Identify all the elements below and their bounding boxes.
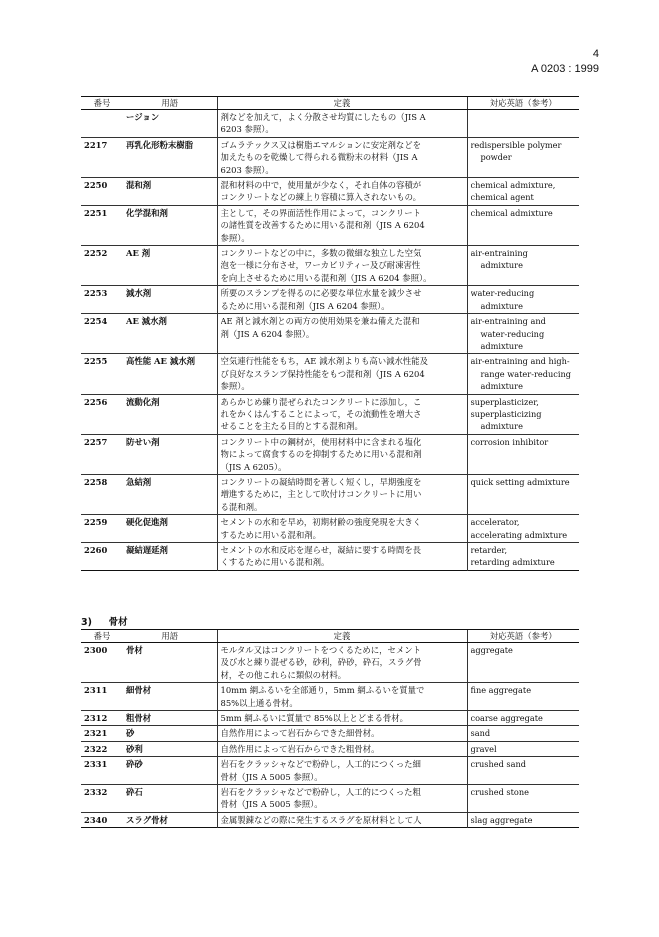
definition-line: 空気連行性能をもち，AE 減水剤よりも高い減水性能及 <box>220 356 428 367</box>
english-line: sand <box>470 728 491 739</box>
term-name: 防せい剤 <box>126 436 160 447</box>
definition-line: セメントの水和を早め，初期材齢の強度発現を大きく <box>220 517 422 528</box>
english-line: air-entraining and high- <box>470 356 570 367</box>
definition-line: せることを主たる目的とする混和剤。 <box>220 421 363 432</box>
definition-line: 及び水と練り混ぜる砂，砂利，砕砂，砕石，スラグ骨 <box>220 657 422 668</box>
term-number: 2254 <box>84 316 108 327</box>
column-header-number: 番号 <box>81 630 123 643</box>
english-line: range water-reducing <box>480 368 571 379</box>
term-number: 2321 <box>84 728 108 739</box>
section-title: 骨材 <box>108 617 128 628</box>
definition-line: の諸性質を改善するために用いる混和剤（JIS A 6204 <box>220 220 425 231</box>
english-line: corrosion inhibitor <box>470 436 549 447</box>
term-number: 2217 <box>84 139 108 150</box>
table-row <box>81 683 579 711</box>
definition-line: AE 剤と減水剤との両方の使用効果を兼ね備えた混和 <box>220 316 420 327</box>
term-name: 再乳化形粉末樹脂 <box>126 139 193 150</box>
table-row <box>81 785 579 813</box>
term-name: 骨材 <box>126 645 143 655</box>
english-line: chemical agent <box>470 192 534 203</box>
definition-line: る混和剤。 <box>220 501 263 512</box>
definition-line: 剤（JIS A 6204 参照）。 <box>220 328 315 339</box>
term-number <box>81 110 123 138</box>
term-name: 細骨材 <box>126 685 152 696</box>
english-equivalent <box>467 711 579 726</box>
column-header-english: 対応英語（参考） <box>467 630 579 643</box>
term-number: 2251 <box>84 207 108 218</box>
english-line: slag aggregate <box>470 814 533 825</box>
table-row <box>81 434 579 474</box>
definition-line: れをかくはんすることによって，その流動性を増大さ <box>220 408 422 419</box>
definition-line: 骨材（JIS A 5005 参照）。 <box>220 771 323 782</box>
term-number: 2260 <box>84 545 108 555</box>
definition-line: 材，その他これらに類似の材料。 <box>220 669 347 680</box>
term-definition <box>217 741 467 756</box>
term-definition <box>217 474 467 514</box>
english-equivalent <box>467 757 579 785</box>
english-equivalent <box>467 137 579 177</box>
table-row <box>81 711 579 726</box>
table-row <box>81 543 579 571</box>
term-number: 2256 <box>84 396 108 407</box>
definition-line: 泡を一様に分布させ，ワーカビリティー及び耐凍害性 <box>220 260 421 271</box>
english-line: chemical admixture <box>470 207 553 218</box>
english-line: coarse aggregate <box>470 713 543 724</box>
definition-line: モルタル又はコンクリートをつくるために，セメント <box>220 645 421 655</box>
english-line: powder <box>480 152 512 163</box>
table-row <box>81 246 579 286</box>
definition-line: るために用いる混和剤（JIS A 6204 参照）。 <box>220 300 390 311</box>
table-row <box>81 643 579 683</box>
english-line: admixture <box>480 421 523 432</box>
english-line: admixture <box>480 340 523 351</box>
term-number: 2340 <box>84 814 108 825</box>
term-number: 2255 <box>84 356 108 367</box>
english-equivalent <box>467 394 579 434</box>
term-definition <box>217 246 467 286</box>
column-header-term: 用語 <box>123 630 217 643</box>
english-line: superplasticizer, <box>470 396 539 407</box>
english-equivalent <box>467 741 579 756</box>
english-line: aggregate <box>470 645 513 655</box>
table-row <box>81 394 579 434</box>
english-equivalent <box>467 812 579 827</box>
term-name: 粗骨材 <box>126 713 152 724</box>
english-line: admixture <box>480 381 523 392</box>
term-name: 砂 <box>126 728 135 739</box>
term-definition <box>217 683 467 711</box>
definition-line: ゴムラテックス又は樹脂エマルションに安定剤などを <box>220 139 422 150</box>
term-definition <box>217 354 467 394</box>
term-name: スラグ骨材 <box>126 814 168 825</box>
definition-line: 混和材料の中で，使用量が少なく，それ自体の容積が <box>220 180 422 191</box>
table-row <box>81 474 579 514</box>
definition-line: 85%以上通る骨材。 <box>220 697 298 708</box>
terms-table-admixtures <box>81 96 579 571</box>
term-name: 流動化剤 <box>126 396 160 407</box>
definition-line: 加えたものを乾燥して得られる微粉末の材料（JIS A <box>220 152 418 163</box>
definition-line: コンクリートなどの中に，多数の微細な独立した空気 <box>220 248 422 259</box>
term-definition <box>217 110 467 138</box>
term-name: AE 減水剤 <box>126 316 167 327</box>
term-name: 混和剤 <box>126 180 152 191</box>
table-row <box>81 757 579 785</box>
english-equivalent <box>467 246 579 286</box>
table-row <box>81 286 579 314</box>
definition-line: 参照）。 <box>220 381 250 392</box>
english-equivalent <box>467 543 579 571</box>
definition-line: 自然作用によって岩石からできた細骨材。 <box>220 728 380 739</box>
term-definition <box>217 543 467 571</box>
english-equivalent <box>467 286 579 314</box>
english-equivalent <box>467 643 579 683</box>
table-row <box>81 178 579 206</box>
english-equivalent <box>467 354 579 394</box>
definition-line: 参照）。 <box>220 232 250 243</box>
term-name: 砂利 <box>126 743 143 754</box>
term-name: 凝結遅延剤 <box>126 545 168 555</box>
definition-line: コンクリートの凝結時間を著しく短くし，早期強度を <box>220 476 422 487</box>
definition-line: 所要のスランプを得るのに必要な単位水量を減少させ <box>220 288 422 299</box>
definition-line: コンクリートなどの練上り容積に算入されないもの。 <box>220 192 421 203</box>
english-line: retarder, <box>470 545 508 555</box>
definition-line: 主として，その界面活性作用によって，コンクリート <box>220 207 421 218</box>
english-equivalent <box>467 178 579 206</box>
english-line: water-reducing <box>470 288 535 299</box>
table-row <box>81 314 579 354</box>
document-id: A 0203 : 1999 <box>531 63 599 75</box>
definition-line: 金属製錬などの際に発生するスラグを原材料として人 <box>220 814 422 825</box>
english-equivalent <box>467 474 579 514</box>
definition-line: 剤などを加えて，よく分散させ均質にしたもの（JIS A <box>220 112 426 122</box>
english-line: crushed sand <box>470 759 527 770</box>
term-name: 砕砂 <box>126 759 143 770</box>
section-number: 3) <box>81 617 92 628</box>
english-equivalent <box>467 110 579 138</box>
table-row <box>81 741 579 756</box>
term-number: 2311 <box>84 685 108 696</box>
english-equivalent <box>467 683 579 711</box>
term-number: 2331 <box>84 759 108 770</box>
definition-line: 骨材（JIS A 5005 参照）。 <box>220 799 323 810</box>
english-line: quick setting admixture <box>470 476 570 487</box>
definition-line: を向上させるために用いる混和剤（JIS A 6204 参照）。 <box>220 272 432 283</box>
english-line: accelerating admixture <box>470 529 568 540</box>
english-line: gravel <box>470 743 497 754</box>
definition-line: 岩石をクラッシャなどで粉砕し，人工的につくった粗 <box>220 787 421 798</box>
term-definition <box>217 394 467 434</box>
english-line: water-reducing <box>480 328 545 339</box>
english-equivalent <box>467 205 579 245</box>
definition-line: 自然作用によって岩石からできた粗骨材。 <box>220 743 380 754</box>
term-name: 高性能 AE 減水剤 <box>126 356 195 367</box>
term-definition <box>217 812 467 827</box>
term-number: 2257 <box>84 436 108 447</box>
table1-body <box>81 110 579 571</box>
definition-line: び良好なスランプ保持性能をもつ混和剤（JIS A 6204 <box>220 368 425 379</box>
table-row <box>81 110 579 138</box>
term-name: 減水剤 <box>126 288 152 299</box>
definition-line: 増進するために，主として吹付けコンクリートに用い <box>220 489 422 500</box>
term-number: 2250 <box>84 180 108 191</box>
english-equivalent <box>467 726 579 741</box>
page-header <box>531 47 599 77</box>
column-header-english: 対応英語（参考） <box>467 97 579 110</box>
table-row <box>81 354 579 394</box>
definition-line: 物によって腐食するのを抑制するために用いる混和剤 <box>220 449 422 460</box>
english-line: chemical admixture, <box>470 180 556 191</box>
table-row <box>81 726 579 741</box>
column-header-term: 用語 <box>123 97 217 110</box>
term-definition <box>217 726 467 741</box>
term-name: 化学混和剤 <box>126 207 168 218</box>
english-equivalent <box>467 314 579 354</box>
table-row <box>81 205 579 245</box>
term-number: 2258 <box>84 476 108 487</box>
term-name: ージョン <box>126 112 160 122</box>
term-name: 急結剤 <box>126 476 152 487</box>
english-line: air-entraining and <box>470 316 546 327</box>
english-line: superplasticizing <box>470 408 542 419</box>
term-number: 2253 <box>84 288 108 299</box>
definition-line: するために用いる混和剤。 <box>220 529 321 540</box>
term-name: AE 剤 <box>126 248 151 259</box>
term-number: 2312 <box>84 713 108 724</box>
table-row <box>81 137 579 177</box>
table2-body <box>81 643 579 828</box>
english-line: crushed stone <box>470 787 529 798</box>
definition-line: くするために用いる混和剤。 <box>220 557 330 568</box>
term-definition <box>217 757 467 785</box>
english-equivalent <box>467 785 579 813</box>
term-definition <box>217 643 467 683</box>
table-header-row <box>81 97 579 110</box>
term-definition <box>217 178 467 206</box>
english-line: redispersible polymer <box>470 139 562 150</box>
column-header-definition: 定義 <box>217 630 467 643</box>
definition-line: 6203 参照）。 <box>220 164 274 175</box>
english-line: air-entraining <box>470 248 528 259</box>
table-row <box>81 515 579 543</box>
english-line: accelerator, <box>470 517 520 528</box>
english-line: retarding admixture <box>470 557 555 568</box>
definition-line: あらかじめ練り混ぜられたコンクリートに添加し，こ <box>220 396 422 407</box>
term-definition <box>217 785 467 813</box>
section-heading-aggregates <box>81 614 128 628</box>
column-header-number: 番号 <box>81 97 123 110</box>
page-number: 4 <box>592 48 599 60</box>
definition-line: 岩石をクラッシャなどで粉砕し，人工的につくった細 <box>220 759 421 770</box>
table-row <box>81 812 579 827</box>
definition-line: コンクリート中の鋼材が，使用材料中に含まれる塩化 <box>220 436 422 447</box>
term-number: 2322 <box>84 743 108 754</box>
term-definition <box>217 711 467 726</box>
english-line: admixture <box>480 300 523 311</box>
term-definition <box>217 205 467 245</box>
definition-line: 5mm 網ふるいに質量で 85%以上とどまる骨材。 <box>220 713 409 724</box>
definition-line: 10mm 網ふるいを全部通り，5mm 網ふるいを質量で <box>220 685 425 696</box>
term-definition <box>217 137 467 177</box>
english-equivalent <box>467 515 579 543</box>
term-definition <box>217 314 467 354</box>
terms-table-aggregates <box>81 629 579 828</box>
term-name: 砕石 <box>126 787 143 798</box>
term-number: 2252 <box>84 248 108 259</box>
column-header-definition: 定義 <box>217 97 467 110</box>
term-definition <box>217 515 467 543</box>
definition-line: セメントの水和反応を遅らせ，凝結に要する時間を長 <box>220 545 421 555</box>
term-number: 2300 <box>84 645 108 655</box>
english-equivalent <box>467 434 579 474</box>
definition-line: （JIS A 6205）。 <box>220 461 287 472</box>
table-header-row <box>81 630 579 643</box>
term-definition <box>217 434 467 474</box>
term-number: 2332 <box>84 787 108 798</box>
english-line: fine aggregate <box>470 685 532 696</box>
term-definition <box>217 286 467 314</box>
definition-line: 6203 参照）。 <box>220 124 274 135</box>
term-number: 2259 <box>84 517 108 528</box>
english-line: admixture <box>480 260 523 271</box>
term-name: 硬化促進剤 <box>126 517 168 528</box>
